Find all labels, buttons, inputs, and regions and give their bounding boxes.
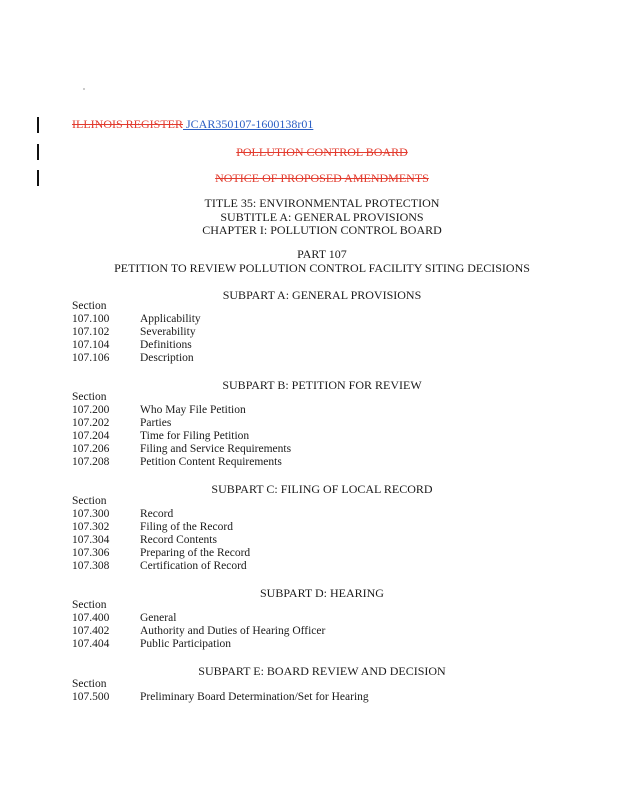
section-number: 107.500 [72,691,110,703]
section-entry [72,547,250,560]
section-column-label: Section [72,678,107,690]
part-title: PETITION TO REVIEW POLLUTION CONTROL FACILITY SITING DECISIONS [114,260,530,275]
section-number: 107.306 [72,547,110,559]
section-entry [72,638,325,651]
section-title: Preparing of the Record [140,547,251,559]
section-entry [72,417,291,430]
section-entry [72,508,250,521]
section-entry [72,534,250,547]
notice-deleted-text: NOTICE OF PROPOSED AMENDMENTS [215,171,429,185]
part-number: PART 107 [297,247,347,261]
change-bar [37,117,39,133]
notice-header [0,171,644,185]
section-number: 107.102 [72,326,110,338]
section-title: Who May File Petition [140,404,246,416]
section-column-label: Section [72,599,107,611]
section-entry [72,521,250,534]
section-entry [72,443,291,456]
section-number: 107.104 [72,339,110,351]
section-title: Time for Filing Petition [140,430,250,442]
subpart-heading: SUBPART A: GENERAL PROVISIONS [222,288,422,302]
section-column-label: Section [72,300,107,312]
section-title: Record [140,508,174,520]
section-entry [72,625,325,638]
subtitle-line: SUBTITLE A: GENERAL PROVISIONS [220,209,424,224]
section-number: 107.200 [72,404,110,416]
section-title: Authority and Duties of Hearing Officer [140,625,326,637]
section-list [72,404,291,469]
section-number: 107.106 [72,352,110,364]
section-title: Filing of the Record [140,521,233,533]
section-title: Definitions [140,339,192,351]
section-number: 107.204 [72,430,110,442]
section-column-label: Section [72,495,107,507]
section-number: 107.402 [72,625,110,637]
section-number: 107.208 [72,456,110,468]
register-deleted-text: ILLINOIS REGISTER [72,117,183,131]
section-entry [72,339,201,352]
title-heading [0,197,644,238]
section-list [72,612,325,651]
chapter-line: CHAPTER I: POLLUTION CONTROL BOARD [202,223,442,237]
section-title: Preliminary Board Determination/Set for Hearing [140,691,369,703]
section-entry [72,430,291,443]
register-header [72,117,313,131]
section-title: Parties [140,417,172,429]
section-title: Record Contents [140,534,217,546]
section-entry [72,456,291,469]
section-entry [72,691,369,704]
section-number: 107.400 [72,612,110,624]
section-title: Description [140,352,194,364]
section-number: 107.202 [72,417,110,429]
agency-deleted-text: POLLUTION CONTROL BOARD [236,145,408,159]
section-title: Petition Content Requirements [140,456,282,468]
section-number: 107.308 [72,560,110,572]
section-column-label: Section [72,391,107,403]
section-entry [72,313,201,326]
subpart-heading: SUBPART D: HEARING [260,586,384,600]
section-number: 107.206 [72,443,110,455]
title-line: TITLE 35: ENVIRONMENTAL PROTECTION [204,196,440,210]
section-number: 107.300 [72,508,110,520]
agency-header [0,145,644,159]
section-title: General [140,612,177,624]
section-entry [72,326,201,339]
section-number: 107.100 [72,313,110,325]
part-heading [0,248,644,275]
section-list [72,508,250,573]
section-entry [72,612,325,625]
subpart-heading: SUBPART E: BOARD REVIEW AND DECISION [198,664,446,678]
subpart-heading: SUBPART C: FILING OF LOCAL RECORD [211,482,433,496]
section-list [72,691,369,704]
subpart-heading: SUBPART B: PETITION FOR REVIEW [222,378,422,392]
section-list [72,313,201,365]
section-entry [72,352,201,365]
section-number: 107.404 [72,638,110,650]
section-title: Public Participation [140,638,232,650]
section-number: 107.304 [72,534,110,546]
register-inserted-text: JCAR350107-1600138r01 [183,117,314,131]
section-title: Applicability [140,313,201,325]
section-title: Certification of Record [140,560,247,572]
section-title: Filing and Service Requirements [140,443,292,455]
section-title: Severability [140,326,196,338]
section-entry [72,404,291,417]
section-number: 107.302 [72,521,110,533]
scan-speck [83,88,85,90]
section-entry [72,560,250,573]
